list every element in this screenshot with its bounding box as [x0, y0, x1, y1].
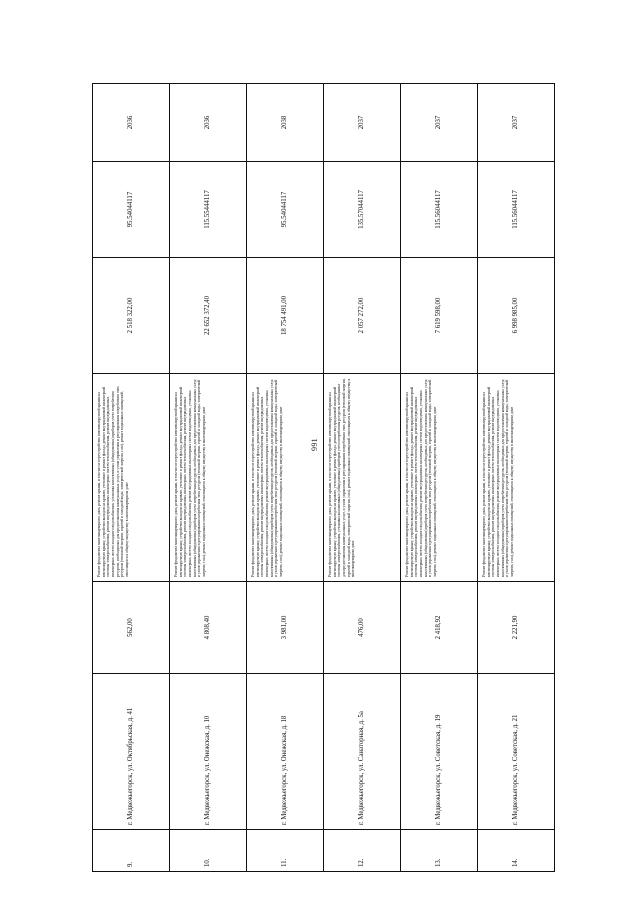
cost-cell: 2 057 272,00: [324, 258, 401, 374]
works-cell: Ремонт фундамента многоквартирного дома, ремонт крыши, в том числе переустройство невентилируемой крыши на вентилируемую крышу, устройство выходов на кровлю, утепление и ремонт фасада, ремонт внутридомовой инженерной системы электроснабжения, ремонт внутридомовых инженерных систем теплоснабжения, ремонт внутридомовых инженерных систем холодного водоснабжения, установка коллективных (общедомовых) приборов учета потребления ресурсов, необходимых для предоставления коммунальных услуг, и узлов управления и регулирования потребления этих ресурсов (тепловой энергии, горячей и холодной воды, электрической энергии, газа), ремонт подвальных помещений, относящихся к общему имуществу в многоквартирном доме: [93, 374, 170, 582]
cost-cell: 7 619 598,00: [401, 258, 478, 374]
code-cell: 115.56044117: [401, 162, 478, 258]
row-number: 13.: [401, 830, 478, 872]
table-row: [93, 84, 170, 872]
row-number: 10.: [170, 830, 247, 872]
year-cell: 2037: [401, 84, 478, 162]
cost-cell: 22 652 372,40: [170, 258, 247, 374]
table-body: [93, 84, 555, 872]
page-number: 991: [309, 438, 319, 451]
table-row: [170, 84, 247, 872]
year-cell: 2038: [247, 84, 324, 162]
address-cell: г. Медвежьегорск, ул. Онежская, д. 10: [170, 674, 247, 830]
row-number: 11.: [247, 830, 324, 872]
capital-repair-table: [92, 83, 555, 872]
address-cell: г. Медвежьегорск, ул. Советская, д. 19: [401, 674, 478, 830]
table-row: [324, 84, 401, 872]
year-cell: 2036: [170, 84, 247, 162]
cost-cell: 18 754 491,00: [247, 258, 324, 374]
cost-cell: 2 518 322,00: [93, 258, 170, 374]
works-cell: Ремонт фундамента многоквартирного дома, ремонт крыши, в том числе переустройство невентилируемой крыши на вентилируемую крышу, устройство выходов на кровлю, утепление и ремонт фасада, ремонт внутридомовой инженерной системы электроснабжения, установка коллективных (общедомовых) приборов учета потребления ресурсов, необходимых для предоставления коммунальных услуг, и узлов управления и регулирования потребления этих ресурсов (тепловой энергии, горячей и холодной воды, электрической энергии, газа), ремонт подвальных помещений, относящихся к общему имуществу в многоквартирном доме: [324, 374, 401, 582]
year-cell: 2037: [324, 84, 401, 162]
works-cell: Ремонт фундамента многоквартирного дома, ремонт крыши, в том числе переустройство невентилируемой крыши на вентилируемую крышу, устройство выходов на кровлю, утепление и ремонт фасада, ремонт внутридомовой инженерной системы электроснабжения, ремонт внутридомовых инженерных систем теплоснабжения, ремонт внутридомовых инженерных систем холодного водоснабжения, ремонт внутридомовых инженерных систем водоотведения, установка коллективных (общедомовых) приборов учета потребления ресурсов, необходимых для предоставления коммунальных услуг, и узлов управления и регулирования потребления этих ресурсов (тепловой энергии, горячей и холодной воды, электрической энергии, газа), ремонт подвальных помещений, относящихся к общему имуществу в многоквартирном доме: [170, 374, 247, 582]
table-row: [478, 84, 555, 872]
year-cell: 2036: [93, 84, 170, 162]
works-cell: Ремонт фундамента многоквартирного дома, ремонт крыши, в том числе переустройство невентилируемой крыши на вентилируемую крышу, устройство выходов на кровлю, утепление и ремонт фасада, ремонт внутридомовой инженерной системы электроснабжения, ремонт внутридомовых инженерных систем теплоснабжения, ремонт внутридомовых инженерных систем холодного водоснабжения, ремонт внутридомовых инженерных систем водоотведения, установка коллективных (общедомовых) приборов учета потребления ресурсов, необходимых для предоставления коммунальных услуг, и узлов управления и регулирования потребления этих ресурсов (тепловой энергии, горячей и холодной воды, электрической энергии, газа), ремонт подвальных помещений, относящихся к общему имуществу в многоквартирном доме: [401, 374, 478, 582]
code-cell: 115.55444117: [170, 162, 247, 258]
row-number: 9.: [93, 830, 170, 872]
address-cell: г. Медвежьегорск, ул. Советская, д. 21: [478, 674, 555, 830]
cost-cell: 6 998 985,00: [478, 258, 555, 374]
area-cell: 4 808,40: [170, 582, 247, 674]
year-cell: 2037: [478, 84, 555, 162]
table-row: [247, 84, 324, 872]
row-number: 14.: [478, 830, 555, 872]
works-cell: Ремонт фундамента многоквартирного дома, ремонт крыши, в том числе переустройство невентилируемой крыши на вентилируемую крышу, устройство выходов на кровлю, утепление и ремонт фасада, ремонт внутридомовой инженерной системы электроснабжения, ремонт внутридомовых инженерных систем теплоснабжения, ремонт внутридомовых инженерных систем холодного водоснабжения, ремонт внутридомовых инженерных систем водоотведения, установка коллективных (общедомовых) приборов учета потребления ресурсов, необходимых для предоставления коммунальных услуг, и узлов управления и регулирования потребления этих ресурсов (тепловой энергии, горячей и холодной воды, электрической энергии, газа), ремонт подвальных помещений, относящихся к общему имуществу в многоквартирном доме: [478, 374, 555, 582]
area-cell: 2 221,90: [478, 582, 555, 674]
row-number: 12.: [324, 830, 401, 872]
rotated-table-wrapper: [92, 84, 554, 872]
code-cell: 95.54044117: [247, 162, 324, 258]
code-cell: 135.57044117: [324, 162, 401, 258]
table-row: [401, 84, 478, 872]
area-cell: 562,00: [93, 582, 170, 674]
area-cell: 476,00: [324, 582, 401, 674]
address-cell: г. Медвежьегорск, ул. Онежская, д. 18: [247, 674, 324, 830]
area-cell: 3 981,00: [247, 582, 324, 674]
area-cell: 2 418,92: [401, 582, 478, 674]
works-cell: Ремонт фундамента многоквартирного дома, ремонт крыши, в том числе переустройство невентилируемой крыши на вентилируемую крышу, устройство выходов на кровлю, утепление и ремонт фасада, ремонт внутридомовой инженерной системы электроснабжения, ремонт внутридомовых инженерных систем теплоснабжения, ремонт внутридомовых инженерных систем холодного водоснабжения, ремонт внутридомовых инженерных систем водоотведения, установка коллективных (общедомовых) приборов учета потребления ресурсов, необходимых для предоставления коммунальных услуг, и узлов управления и регулирования потребления этих ресурсов (тепловой энергии, горячей и холодной воды, электрической энергии, газа), ремонт подвальных помещений, относящихся к общему имуществу в многоквартирном доме: [247, 374, 324, 582]
address-cell: г. Медвежьегорск, ул. Санаторная, д. 5а: [324, 674, 401, 830]
address-cell: г. Медвежьегорск, ул. Октябрьская, д. 41: [93, 674, 170, 830]
code-cell: 95.54044117: [93, 162, 170, 258]
code-cell: 115.56044117: [478, 162, 555, 258]
